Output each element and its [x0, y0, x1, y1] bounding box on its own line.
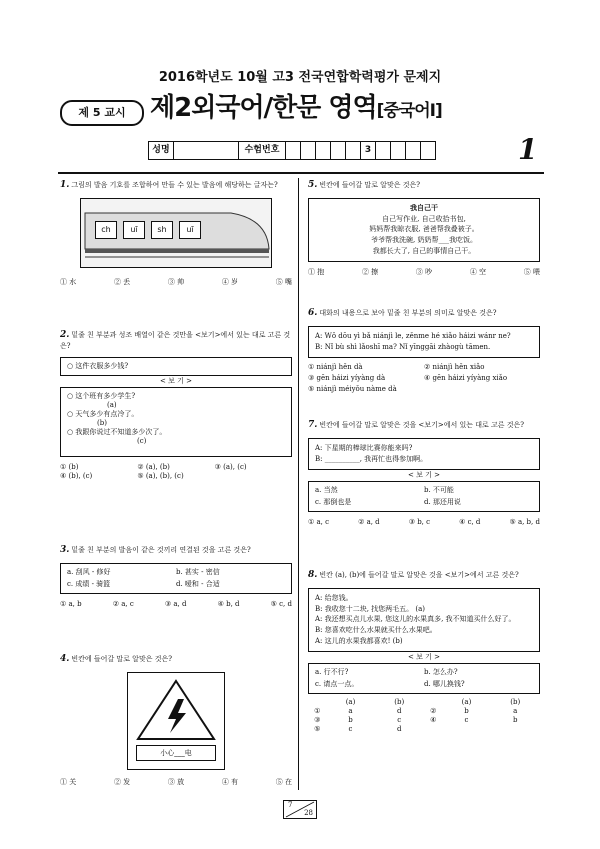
boki-label: < 보 기 >	[408, 471, 440, 480]
boki-mark: (c)	[137, 437, 147, 446]
choice-5[interactable]: ⑤ niánjì méiyǒu nàme dà	[308, 385, 397, 394]
syllable-box: sh	[151, 221, 173, 239]
boki-item: ○ 这个班有多少学生?	[67, 391, 136, 400]
choice-4[interactable]: ④ 空	[469, 267, 487, 276]
choice-3[interactable]: ③ b, c	[408, 518, 431, 527]
boki-item: a. 当然	[315, 486, 338, 495]
q3-item: b. 甚实 - 密信	[176, 567, 220, 576]
syllable-box: ch	[95, 221, 117, 239]
train-image	[80, 198, 272, 268]
table-header: (b)	[394, 698, 405, 707]
q6-number: 6.	[308, 308, 318, 318]
q6-text: 대화의 내용으로 보아 밑줄 친 부분의 의미로 알맞은 것은?	[319, 309, 497, 317]
boki-mark: (a)	[107, 401, 117, 410]
choice-4[interactable]: ④ c, d	[459, 518, 481, 527]
exam-title: 2016학년도 10월 고3 전국연합학력평가 문제지	[158, 70, 442, 85]
choice-mark[interactable]: ①	[314, 707, 321, 716]
q2-text: 밑줄 친 부분과 성조 배열이 같은 것만을 <보기>에서 있는 대로 고른 것은?	[60, 331, 291, 350]
table-header: (a)	[345, 698, 356, 707]
name-field[interactable]	[174, 142, 239, 159]
q7-text: 빈칸에 들어갈 말로 알맞은 것을 <보기>에서 있는 대로 고른 것은?	[319, 421, 524, 429]
footer-page: 7	[288, 801, 293, 809]
poem-line: 自己写作业, 自己收拾书包,	[382, 214, 466, 223]
q3-item: a. 刮风 - 修好	[67, 567, 111, 576]
question-1	[60, 180, 292, 287]
question-8	[308, 570, 540, 735]
table-row[interactable]	[308, 716, 540, 725]
table-cell: b	[464, 707, 469, 716]
choice-2[interactable]: ② 丢	[113, 277, 131, 286]
table-cell: d	[396, 707, 402, 716]
q8-boki-box	[308, 663, 540, 694]
boki-item: ○ 天气多少有点冷了。	[67, 410, 139, 419]
choice-2[interactable]: ② a, d	[358, 518, 380, 527]
choice-3[interactable]: ③ 帅	[167, 277, 185, 286]
name-label: 성명	[149, 142, 174, 159]
q7-dialog-box	[308, 438, 540, 470]
choice-5[interactable]: ⑤ 嘴	[275, 277, 292, 286]
choice-5[interactable]: ⑤ c, d	[270, 599, 292, 608]
choice-4[interactable]: ④ 岁	[221, 277, 239, 286]
q8-text: 빈칸 (a), (b)에 들어갈 말로 알맞은 것을 <보기>에서 고른 것은?	[319, 571, 519, 579]
exam-no-cell[interactable]	[406, 142, 421, 159]
question-7	[308, 420, 540, 527]
boki-item: d. 那还用说	[424, 498, 461, 507]
candidate-info-row	[148, 141, 436, 160]
exam-no-label: 수험번호	[239, 142, 286, 159]
table-cell: b	[512, 716, 518, 725]
boki-item: d. 哪儿换钱?	[424, 680, 465, 689]
q1-number: 1.	[60, 180, 70, 190]
choice-2[interactable]: ② 擦	[361, 267, 379, 276]
choice-5[interactable]: ⑤ 在	[275, 777, 292, 786]
dialog-line: A: 我还想买点儿水果, 您这儿的水果真多, 我不知道买什么好了。	[315, 615, 516, 624]
subject-name: 제2외국어/한문 영역	[150, 93, 377, 123]
table-cell: c	[397, 716, 402, 725]
exam-no-digit: 3	[361, 142, 376, 159]
subject-title	[150, 92, 442, 126]
exam-no-cell[interactable]	[301, 142, 316, 159]
q8-number: 8.	[308, 570, 318, 580]
q1-text: 그림의 발음 기호를 조합하여 만들 수 있는 발음에 해당하는 글자는?	[71, 181, 278, 189]
choice-mark[interactable]: ⑤	[314, 725, 321, 734]
dialog-line: A: 下星期的棒球比赛你能来吗?	[315, 443, 413, 452]
question-2	[60, 330, 292, 481]
choice-4[interactable]: ④ gēn háizi yíyàng xiǎo	[424, 374, 508, 383]
table-cell: c	[464, 716, 469, 725]
choice-5[interactable]: ⑤ (a), (b), (c)	[137, 472, 184, 481]
exam-no-cell[interactable]	[421, 142, 435, 159]
q4-number: 4.	[60, 654, 70, 664]
choice-2[interactable]: ② a, c	[112, 599, 134, 608]
q2-sentence-box: ○ 这件衣服多少钱?	[60, 357, 292, 376]
question-3	[60, 545, 292, 609]
poem-line: 我都长大了, 自己的事情自己干。	[372, 247, 476, 256]
table-cell: b	[348, 716, 353, 725]
exam-no-cell[interactable]	[316, 142, 331, 159]
dialog-line: A: 给您钱。	[315, 593, 353, 602]
q3-item: c. 成绩 - 骑篮	[67, 579, 111, 588]
choice-3[interactable]: ③ 吵	[415, 267, 433, 276]
question-4	[60, 654, 292, 787]
table-cell: a	[348, 707, 353, 716]
q3-text: 밑줄 친 부분의 발음이 같은 것끼리 연결된 것을 고른 것은?	[71, 546, 251, 554]
choice-2[interactable]: ② (a), (b)	[137, 462, 170, 471]
boki-item: ○ 我跟你说过不知道多少次了。	[67, 428, 167, 437]
q5-poem-box	[308, 198, 540, 262]
choice-4[interactable]: ④ (b), (c)	[60, 472, 93, 481]
choice-3[interactable]: ③ gēn háizi yíyàng dà	[308, 374, 386, 383]
page-number: 1	[518, 133, 538, 166]
choice-mark[interactable]: ③	[314, 716, 321, 725]
table-header: (b)	[510, 698, 521, 707]
choice-3[interactable]: ③ (a), (c)	[214, 462, 247, 471]
poem-title: 我自己干	[410, 202, 438, 212]
choice-1[interactable]: ① 水	[60, 277, 77, 286]
syllable-box: uī	[179, 221, 201, 239]
q3-items-box	[60, 563, 292, 594]
choice-4[interactable]: ④ 有	[221, 777, 239, 786]
footer-total: 28	[304, 808, 313, 817]
exam-no-cell[interactable]	[286, 142, 301, 159]
poem-line: 妈妈帮我晾衣服, 爸爸帮我叠被子。	[369, 225, 479, 234]
header-divider	[58, 172, 544, 174]
choice-2[interactable]: ② 发	[113, 777, 131, 786]
dialog-line: A: Wǒ dōu yì bǎ niánjì le, zěnme hé xiǎo háizi wánr ne?	[315, 331, 511, 340]
boki-label: < 보 기 >	[160, 376, 192, 385]
dialog-line: B: Nǐ bù shì lǎoshī ma? Nǐ yīnggāi zhàogù tāmen.	[315, 342, 491, 351]
question-6	[308, 308, 540, 394]
choice-1[interactable]: ① a, b	[60, 599, 82, 608]
boki-item: b. 不可能	[424, 486, 454, 495]
q7-boki-box	[308, 481, 540, 512]
column-divider	[298, 178, 299, 790]
period-badge: 제 5 교시	[60, 100, 144, 126]
exam-no-cell[interactable]	[346, 142, 361, 159]
lightning-triangle-icon	[128, 673, 224, 743]
subject-sub: [중국어Ⅰ]	[376, 101, 442, 121]
page-footer	[283, 800, 317, 819]
q2-boki-box	[60, 387, 292, 457]
q4-text: 빈칸에 들어갈 말로 알맞은 것은?	[71, 655, 172, 663]
exam-no-cell[interactable]	[391, 142, 406, 159]
exam-no-cell[interactable]	[376, 142, 391, 159]
choice-3[interactable]: ③ a, d	[164, 599, 187, 608]
dialog-line: B: 您喜欢吃什么水果就买什么水果吧。	[315, 626, 437, 635]
choice-1[interactable]: ① 抱	[308, 267, 325, 276]
choice-1[interactable]: ① a, c	[308, 518, 330, 527]
sign-label: 小心___电	[136, 745, 216, 761]
boki-item: a. 行不行?	[315, 668, 349, 676]
choice-5[interactable]: ⑤ a, b, d	[509, 518, 540, 527]
choice-1[interactable]: ① 关	[60, 777, 77, 786]
q3-number: 3.	[60, 545, 70, 555]
table-row[interactable]	[308, 725, 540, 734]
table-cell: a	[513, 707, 518, 716]
boki-label: < 보 기 >	[408, 652, 440, 661]
choice-1[interactable]: ① (b)	[60, 462, 79, 471]
q8-dialog-box	[308, 588, 540, 652]
table-row[interactable]	[308, 707, 540, 716]
q2-number: 2.	[60, 330, 70, 340]
choice-3[interactable]: ③ 放	[167, 777, 185, 786]
choice-2[interactable]: ② niánjì hěn xiǎo	[424, 363, 485, 372]
q3-item: d. 嗳和 - 合适	[176, 579, 220, 588]
warning-sign	[127, 672, 225, 770]
q7-number: 7.	[308, 420, 318, 430]
boki-item: b. 怎么办?	[424, 668, 458, 676]
dialog-line: B: __________, 我再忙也得参加啊。	[315, 454, 428, 463]
boki-item: c. 那倒也是	[315, 498, 352, 507]
q6-dialog-box	[308, 326, 540, 358]
choice-1[interactable]: ① niánjì hěn dà	[308, 363, 363, 372]
dialog-line: B: 我收您十二块, 找您两毛五。 (a)	[315, 604, 426, 613]
choice-5[interactable]: ⑤ 喂	[523, 267, 540, 276]
q5-text: 빈칸에 들어갈 말로 알맞은 것은?	[319, 181, 420, 189]
syllable-box: uī	[123, 221, 145, 239]
table-cell: d	[396, 725, 402, 734]
question-5	[308, 180, 540, 277]
boki-item: c. 请点一点。	[315, 680, 359, 689]
choice-mark[interactable]: ②	[430, 707, 437, 716]
poem-line: 爷爷帮我洗碗, 奶奶帮___我吃饭。	[371, 236, 477, 245]
q5-number: 5.	[308, 180, 318, 190]
dialog-line: A: 这儿的水果我都喜欢! (b)	[315, 637, 403, 646]
q8-answer-table	[308, 698, 540, 734]
choice-mark[interactable]: ④	[430, 716, 437, 725]
boki-mark: (b)	[97, 419, 107, 428]
exam-no-cell[interactable]	[331, 142, 346, 159]
table-header: (a)	[461, 698, 472, 707]
table-cell: c	[348, 725, 353, 734]
choice-4[interactable]: ④ b, d	[217, 599, 240, 608]
